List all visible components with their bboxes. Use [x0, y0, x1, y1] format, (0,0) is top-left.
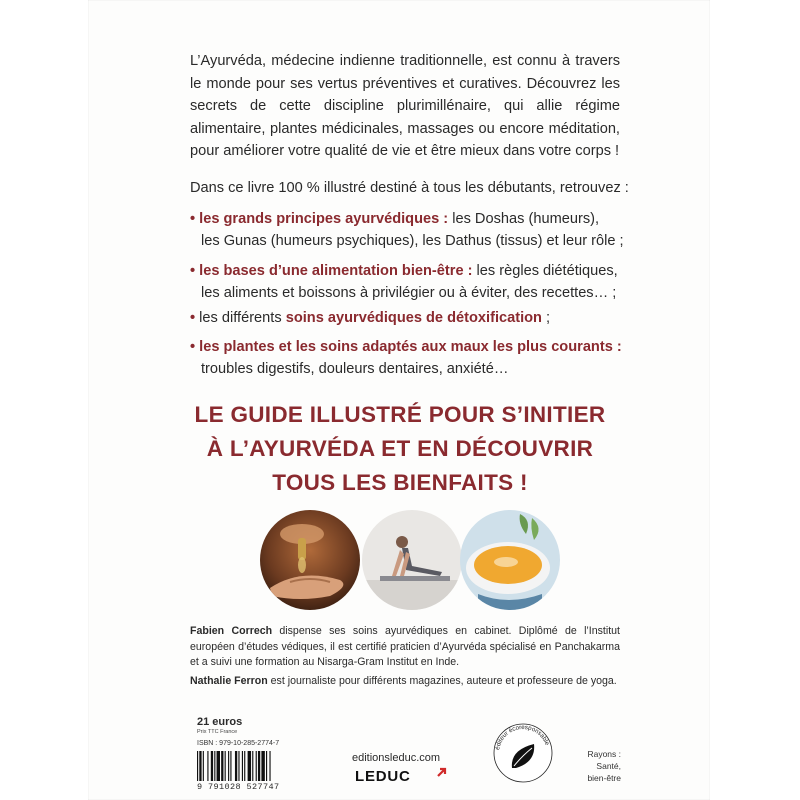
bullet-dot: •: [190, 211, 196, 227]
bullet-text: les règles diététiques,: [472, 263, 618, 279]
barcode-bar: [221, 751, 223, 781]
oil-massage-photo: [260, 510, 360, 610]
barcode-bar: [258, 751, 260, 781]
bullet-highlight: les bases d’une alimentation bien-être :: [199, 263, 473, 279]
shelf-category: [575, 748, 621, 784]
barcode-bar: [256, 751, 257, 781]
tagline-line: À L’AYURVÉDA ET EN DÉCOUVRIR: [206, 436, 594, 461]
barcode-digits: 9 791028 527747: [197, 782, 280, 792]
bullet-item: [190, 260, 630, 304]
tagline-line: LE GUIDE ILLUSTRÉ POUR S’INITIER: [194, 402, 606, 427]
barcode-bar: [266, 751, 267, 781]
soup-bowl-photo: [460, 510, 560, 610]
barcode-bar: [261, 751, 264, 781]
bullet-text-continued: les Gunas (humeurs psychiques), les Dathus (tissus) et leur rôle ;: [201, 233, 624, 249]
eco-label: éditeur écoresponsable: [494, 723, 551, 751]
barcode-bar: [197, 751, 198, 781]
barcode-bar: [207, 751, 208, 781]
bullet-text: les Doshas (humeurs),: [448, 211, 600, 227]
intro-paragraph: L’Ayurvéda, médecine indienne traditionnelle, est connu à travers le monde pour ses vertus préventives et curatives. Découvrez les secrets de cette discipline plurimillénaire, qui allie régime alimentaire, plantes médicinales, massages ou encore méditation, pour améliorer votre qualité de vie et être mieux dans votre corps !: [190, 53, 620, 159]
publisher-logo: LEDUC: [355, 768, 411, 785]
tagline: [180, 398, 620, 500]
barcode-bar: [199, 751, 201, 781]
bullet-dot: •: [190, 310, 196, 326]
barcode-bar: [235, 751, 237, 781]
barcode-bar: [244, 751, 245, 781]
barcode-bar: [217, 751, 220, 781]
lead-text: Dans ce livre 100 % illustré destiné à tous les débutants, retrouvez :: [190, 180, 629, 196]
barcode-bar: [203, 751, 204, 781]
barcode-bar: [248, 751, 251, 781]
publisher-website: editionsleduc.com: [352, 752, 441, 764]
barcode: [197, 751, 317, 781]
barcode-bar: [225, 751, 226, 781]
isbn: ISBN : 979-10-285-2774-7: [197, 740, 280, 747]
bullet-item: [190, 307, 630, 329]
bullet-text: les différents: [199, 310, 286, 326]
barcode-bar: [228, 751, 229, 781]
bullet-item: [190, 336, 630, 380]
bullet-dot: •: [190, 263, 196, 279]
bullet-text-continued: les aliments et boissons à privilégier ou à éviter, des recettes… ;: [201, 285, 617, 301]
author-name: Fabien Correch: [190, 625, 273, 637]
shelf-value: Santé,: [596, 761, 621, 771]
bullet-text: ;: [541, 310, 551, 326]
author-bio-text: est journaliste pour différents magazines, auteure et professeure de yoga.: [267, 675, 617, 687]
author-bio-text: dispense ses soins ayurvédiques en cabinet. Diplômé de l’Institut européen d’études védiques, il est certifié praticien d’Ayurvéda spécialisé en Panchakarma et a suivi une formation au Nisarga-Gram Institut en Inde.: [190, 625, 620, 668]
bullet-dot: •: [190, 339, 196, 355]
eco-responsible-seal-icon: [492, 722, 554, 784]
author-name: Nathalie Ferron: [190, 675, 268, 687]
bullet-highlight: soins ayurvédiques de détoxification: [285, 310, 542, 326]
barcode-bar: [238, 751, 239, 781]
barcode-bar: [214, 751, 215, 781]
yoga-pose-photo: [362, 510, 462, 610]
barcode-bar: [252, 751, 253, 781]
author-bio-nathalie: [190, 674, 620, 690]
bullet-highlight: les grands principes ayurvédiques :: [199, 211, 449, 227]
bullet-text-continued: troubles digestifs, douleurs dentaires, anxiété…: [201, 361, 509, 377]
price: 21 euros: [197, 716, 243, 728]
tagline-line: TOUS LES BIENFAITS !: [272, 470, 528, 495]
barcode-bar: [230, 751, 231, 781]
bullet-item: [190, 208, 630, 252]
barcode-bar: [211, 751, 213, 781]
barcode-bar: [269, 751, 270, 781]
arrow-icon: [436, 766, 448, 778]
shelf-value: bien-être: [587, 773, 621, 783]
bullet-highlight: les plantes et les soins adaptés aux maux les plus courants :: [199, 339, 622, 355]
barcode-bar: [242, 751, 243, 781]
shelf-label: Rayons :: [587, 749, 621, 759]
price-note: Prix TTC France: [197, 729, 238, 735]
author-bio-fabien: [190, 624, 620, 671]
